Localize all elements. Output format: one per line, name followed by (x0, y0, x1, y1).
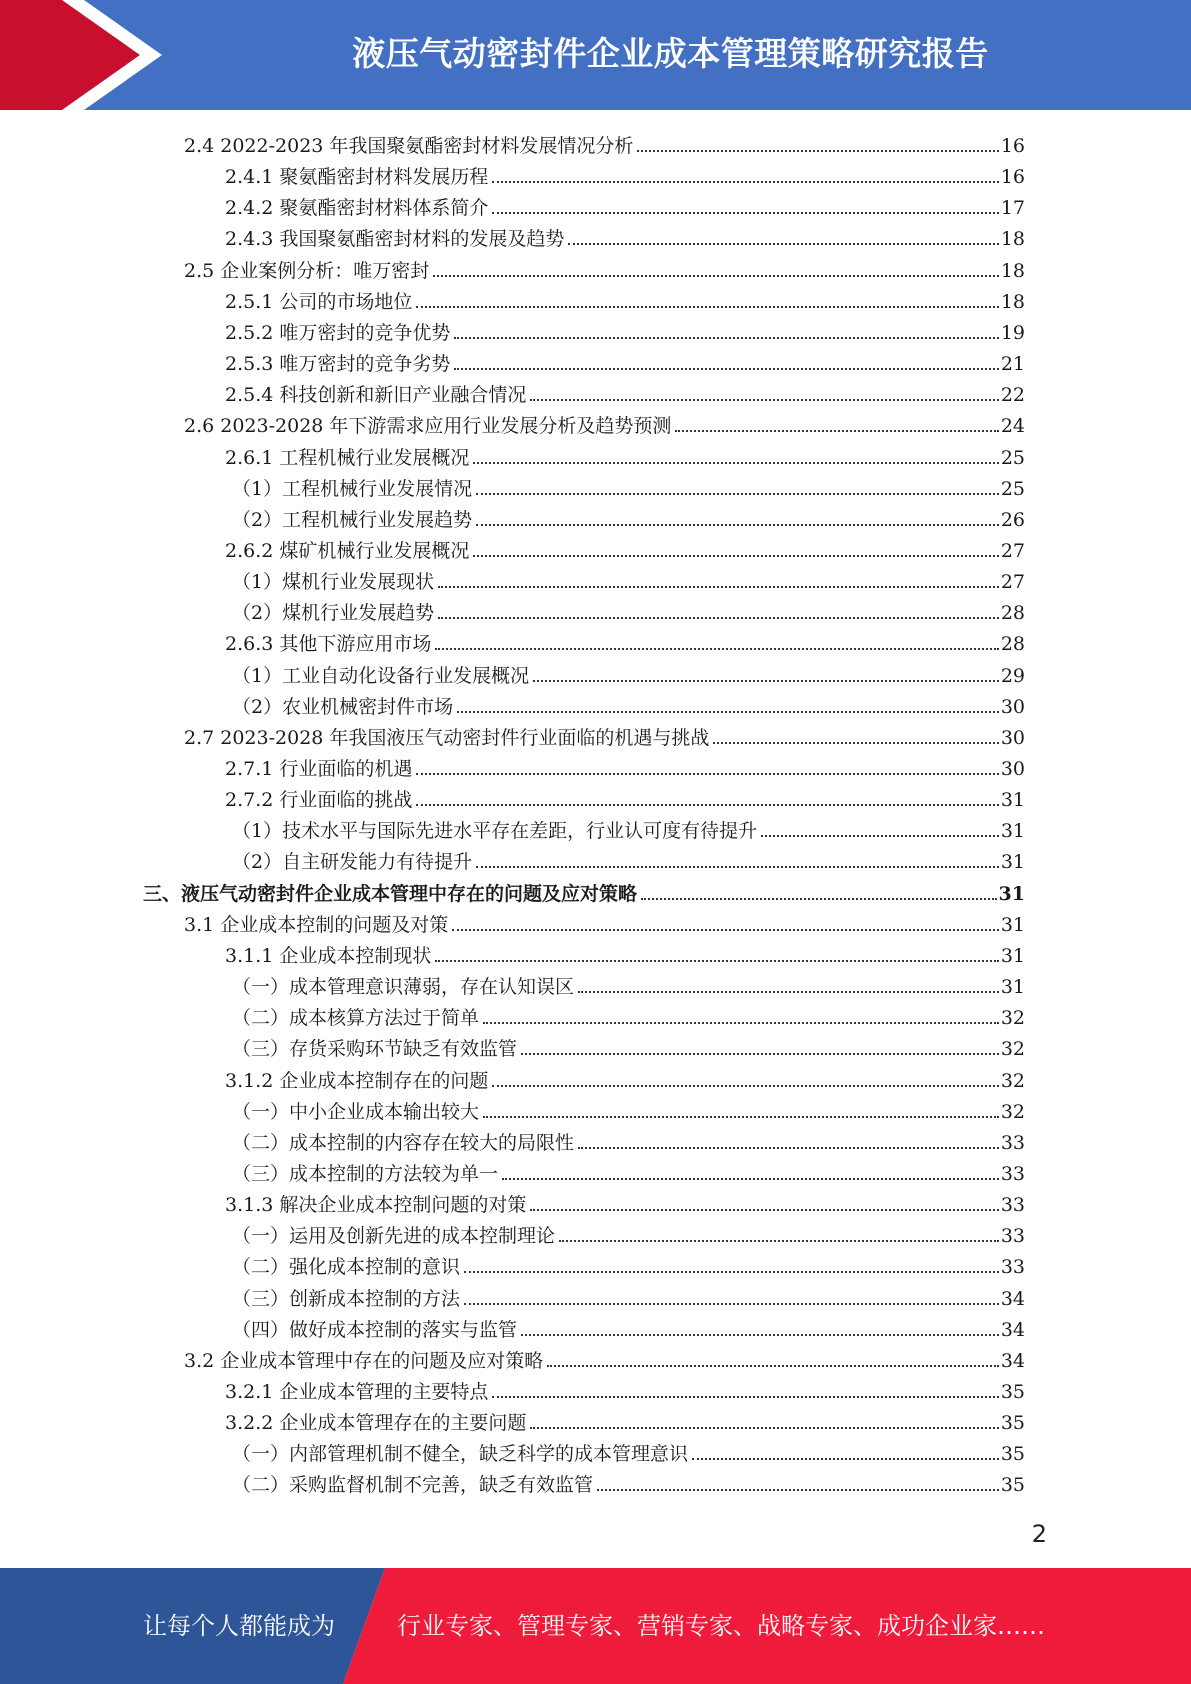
toc-leader-dots (521, 1053, 999, 1055)
toc-leader-dots (675, 430, 998, 432)
toc-entry-title: 2.5.2 唯万密封的竞争优势 (225, 321, 451, 344)
toc-entry-page: 32 (1000, 1007, 1025, 1030)
toc-leader-dots (473, 462, 998, 464)
toc-entry[interactable] (0, 1466, 1025, 1497)
toc-entry-title: 2.5 企业案例分析：唯万密封 (184, 259, 430, 282)
toc-entry-title: 2.7 2023-2028 年我国液压气动密封件行业面临的机遇与挑战 (184, 726, 710, 749)
toc-leader-dots (637, 150, 998, 152)
toc-leader-dots (521, 1334, 999, 1336)
toc-entry-page: 18 (1000, 228, 1025, 251)
toc-entry[interactable] (0, 1093, 1025, 1124)
toc-entry-title: （一）内部管理机制不健全，缺乏科学的成本管理意识 (232, 1443, 689, 1466)
toc-entry-page: 25 (1000, 446, 1025, 469)
toc-entry-title: 2.6.2 煤矿机械行业发展概况 (225, 539, 470, 562)
toc-entry-page: 26 (1000, 508, 1025, 531)
toc-entry[interactable] (0, 781, 1025, 812)
toc-entry-title: （2）自主研发能力有待提升 (232, 851, 473, 874)
toc-entry[interactable] (0, 1435, 1025, 1466)
toc-entry-title: 2.5.4 科技创新和新旧产业融合情况 (225, 384, 527, 407)
toc-entry-page: 16 (1000, 135, 1025, 157)
toc-entry[interactable] (0, 937, 1025, 968)
toc-entry-title: （三）存货采购环节缺乏有效监管 (232, 1038, 518, 1061)
toc-entry-page: 27 (1000, 571, 1025, 594)
toc-entry-title: 2.6.1 工程机械行业发展概况 (225, 446, 470, 469)
toc-entry-page: 35 (1000, 1443, 1025, 1466)
toc-entry[interactable] (0, 127, 1025, 158)
toc-leader-dots (457, 711, 999, 713)
toc-entry-title: 2.7.2 行业面临的挑战 (225, 789, 413, 812)
toc-entry[interactable] (0, 750, 1025, 781)
toc-entry-title: 2.4.1 聚氨酯密封材料发展历程 (225, 166, 489, 189)
toc-entry-page: 30 (1000, 695, 1025, 718)
toc-leader-dots (692, 1458, 999, 1460)
toc-entry-page: 19 (1000, 321, 1025, 344)
footer-slogan-left: 让每个人都能成为 (143, 1612, 335, 1640)
toc-entry-page: 33 (1000, 1131, 1025, 1154)
toc-entry-title: （2）煤机行业发展趋势 (232, 602, 435, 625)
toc-entry-title: 3.1.3 解决企业成本控制问题的对策 (225, 1194, 527, 1217)
toc-entry-page: 30 (1000, 758, 1025, 780)
toc-entry-page: 35 (1000, 1412, 1025, 1435)
toc-entry-page: 33 (1000, 1194, 1025, 1217)
toc-entry-page: 31 (1000, 913, 1025, 936)
toc-entry-title: 2.4.2 聚氨酯密封材料体系简介 (225, 197, 489, 220)
toc-entry-title: （1）工业自动化设备行业发展概况 (232, 664, 530, 687)
toc-entry-page: 34 (1000, 1349, 1025, 1372)
toc-leader-dots (761, 835, 999, 837)
toc-entry-page: 22 (1000, 384, 1025, 407)
toc-entry-title: （二）成本控制的内容存在较大的局限性 (232, 1131, 575, 1154)
toc-entry-title: 2.4 2022-2023 年我国聚氨酯密封材料发展情况分析 (184, 135, 634, 157)
toc-entry[interactable] (0, 407, 1025, 438)
toc-leader-dots (476, 493, 999, 495)
toc-entry[interactable] (0, 1404, 1025, 1435)
toc-entry-title: （一）运用及创新先进的成本控制理论 (232, 1225, 556, 1248)
toc-leader-dots (454, 337, 998, 339)
toc-entry-title: （一）成本管理意识薄弱，存在认知误区 (232, 976, 575, 999)
toc-leader-dots (492, 1085, 998, 1087)
toc-leader-dots (452, 929, 999, 931)
toc-entry[interactable] (0, 189, 1025, 220)
toc-entry[interactable] (0, 563, 1025, 594)
toc-entry-title: 2.7.1 行业面临的机遇 (225, 758, 413, 780)
toc-leader-dots (433, 275, 999, 277)
toc-leader-dots (578, 1147, 999, 1149)
toc-entry-page: 31 (1000, 789, 1025, 812)
toc-entry[interactable] (0, 906, 1025, 937)
toc-entry-page: 33 (1000, 1162, 1025, 1185)
page-footer (0, 1568, 1191, 1684)
toc-entry-page: 30 (1000, 726, 1025, 749)
toc-entry-page: 28 (1000, 633, 1025, 656)
toc-leader-dots (641, 898, 997, 900)
toc-entry[interactable] (0, 470, 1025, 501)
toc-entry-title: （四）做好成本控制的落实与监管 (232, 1318, 518, 1341)
toc-entry[interactable] (0, 625, 1025, 656)
report-title: 液压气动密封件企业成本管理策略研究报告 (352, 34, 989, 73)
toc-leader-dots (713, 742, 998, 744)
footer-slogan-right: 行业专家、管理专家、营销专家、战略专家、成功企业家…… (397, 1612, 1045, 1640)
toc-entry[interactable] (0, 1217, 1025, 1248)
toc-leader-dots (476, 866, 999, 868)
toc-leader-dots (492, 1396, 998, 1398)
toc-entry[interactable] (0, 314, 1025, 345)
toc-leader-dots (416, 773, 998, 775)
toc-leader-dots (435, 960, 998, 962)
toc-leader-dots (464, 1303, 999, 1305)
toc-entry-page: 27 (1000, 539, 1025, 562)
toc-entry-title: （三）创新成本控制的方法 (232, 1287, 461, 1310)
toc-entry-title: （1）技术水平与国际先进水平存在差距，行业认可度有待提升 (232, 820, 758, 843)
toc-entry-title: （2）农业机械密封件市场 (232, 695, 454, 718)
toc-entry-title: 2.5.3 唯万密封的竞争劣势 (225, 353, 451, 376)
toc-entry-title: 三、液压气动密封件企业成本管理中存在的问题及应对策略 (143, 882, 638, 905)
toc-entry-page: 16 (1000, 166, 1025, 189)
toc-entry-page: 29 (1000, 664, 1025, 687)
toc-entry-title: 3.2 企业成本管理中存在的问题及应对策略 (184, 1349, 544, 1372)
toc-entry-page: 31 (1000, 944, 1025, 967)
toc-entry-page: 18 (1000, 259, 1025, 282)
toc-entry-title: （1）工程机械行业发展情况 (232, 477, 473, 500)
toc-entry[interactable] (0, 1248, 1025, 1279)
toc-entry-page: 33 (1000, 1225, 1025, 1248)
toc-entry-page: 32 (1000, 1100, 1025, 1123)
toc-leader-dots (533, 680, 999, 682)
toc-entry-title: （1）煤机行业发展现状 (232, 571, 435, 594)
toc-entry[interactable] (0, 158, 1025, 189)
toc-leader-dots (492, 181, 998, 183)
toc-entry[interactable] (0, 252, 1025, 283)
toc-entry-page: 35 (1000, 1474, 1025, 1497)
toc-entry[interactable] (0, 875, 1025, 906)
toc-leader-dots (568, 243, 998, 245)
toc-leader-dots (547, 1365, 999, 1367)
toc-leader-dots (416, 306, 998, 308)
toc-leader-dots (597, 1489, 999, 1491)
toc-entry-page: 17 (1000, 197, 1025, 220)
toc-entry-title: 2.6.3 其他下游应用市场 (225, 633, 432, 656)
toc-leader-dots (530, 1209, 998, 1211)
toc-leader-dots (530, 399, 998, 401)
toc-leader-dots (476, 524, 999, 526)
toc-entry-page: 25 (1000, 477, 1025, 500)
toc-leader-dots (492, 212, 998, 214)
toc-entry[interactable] (0, 1186, 1025, 1217)
toc-entry-title: （三）成本控制的方法较为单一 (232, 1162, 499, 1185)
toc-leader-dots (559, 1240, 999, 1242)
toc-entry-page: 32 (1000, 1069, 1025, 1092)
page-header (0, 0, 1191, 110)
toc-entry-page: 31 (1000, 976, 1025, 999)
toc-entry-page: 33 (1000, 1256, 1025, 1279)
toc-leader-dots (530, 1427, 998, 1429)
toc-entry-title: 2.6 2023-2028 年下游需求应用行业发展分析及趋势预测 (184, 415, 672, 438)
toc-leader-dots (416, 804, 998, 806)
toc-entry-page: 18 (1000, 290, 1025, 313)
toc-leader-dots (473, 555, 998, 557)
toc-entry[interactable] (0, 1342, 1025, 1373)
toc-leader-dots (483, 1022, 999, 1024)
toc-entry-page: 34 (1000, 1287, 1025, 1310)
toc-entry-page: 32 (1000, 1038, 1025, 1061)
toc-entry[interactable] (0, 843, 1025, 874)
toc-leader-dots (435, 648, 998, 650)
toc-entry[interactable] (0, 968, 1025, 999)
toc-leader-dots (454, 368, 998, 370)
page-number: 2 (1031, 1520, 1047, 1548)
toc-entry-page: 31 (1000, 851, 1025, 874)
toc-entry-title: （二）成本核算方法过于简单 (232, 1007, 480, 1030)
toc-entry-page: 31 (998, 882, 1025, 905)
toc-entry-title: 2.5.1 公司的市场地位 (225, 290, 413, 313)
toc-leader-dots (438, 617, 999, 619)
toc-entry-title: 3.2.1 企业成本管理的主要特点 (225, 1381, 489, 1403)
toc-entry-page: 28 (1000, 602, 1025, 625)
toc-leader-dots (438, 586, 999, 588)
toc-entry[interactable] (0, 283, 1025, 314)
toc-entry[interactable] (0, 719, 1025, 750)
toc-entry[interactable] (0, 1155, 1025, 1186)
toc-entry-title: （二）采购监督机制不完善，缺乏有效监管 (232, 1474, 594, 1497)
toc-entry-title: 3.1.1 企业成本控制现状 (225, 944, 432, 967)
toc-leader-dots (502, 1178, 999, 1180)
toc-entry[interactable] (0, 345, 1025, 376)
toc-entry[interactable] (0, 439, 1025, 470)
toc-entry[interactable] (0, 501, 1025, 532)
toc-entry[interactable] (0, 1062, 1025, 1093)
toc-entry-page: 21 (1000, 353, 1025, 376)
toc-entry-title: 2.4.3 我国聚氨酯密封材料的发展及趋势 (225, 228, 565, 251)
toc-entry[interactable] (0, 1124, 1025, 1155)
toc-entry-page: 31 (1000, 820, 1025, 843)
toc-entry-title: （二）强化成本控制的意识 (232, 1256, 461, 1279)
toc-entry-page: 35 (1000, 1381, 1025, 1403)
toc-entry[interactable] (0, 1311, 1025, 1342)
toc-leader-dots (578, 991, 999, 993)
toc-entry[interactable] (0, 1373, 1025, 1404)
toc-entry-page: 34 (1000, 1318, 1025, 1341)
toc-entry-title: 3.1.2 企业成本控制存在的问题 (225, 1069, 489, 1092)
toc-entry[interactable] (0, 532, 1025, 563)
toc-entry-page: 24 (1000, 415, 1025, 438)
toc-entry[interactable] (0, 688, 1025, 719)
toc-entry[interactable] (0, 220, 1025, 251)
toc-entry[interactable] (0, 999, 1025, 1030)
toc-entry-title: （一）中小企业成本输出较大 (232, 1100, 480, 1123)
toc-entry-title: 3.2.2 企业成本管理存在的主要问题 (225, 1412, 527, 1435)
toc-leader-dots (483, 1116, 999, 1118)
toc-entry[interactable] (0, 594, 1025, 625)
toc-entry[interactable] (0, 812, 1025, 843)
toc-entry-title: （2）工程机械行业发展趋势 (232, 508, 473, 531)
toc-entry[interactable] (0, 376, 1025, 407)
toc-leader-dots (464, 1271, 999, 1273)
toc-entry-title: 3.1 企业成本控制的问题及对策 (184, 913, 449, 936)
toc-entry[interactable] (0, 657, 1025, 688)
toc-entry[interactable] (0, 1280, 1025, 1311)
toc-entry[interactable] (0, 1030, 1025, 1061)
